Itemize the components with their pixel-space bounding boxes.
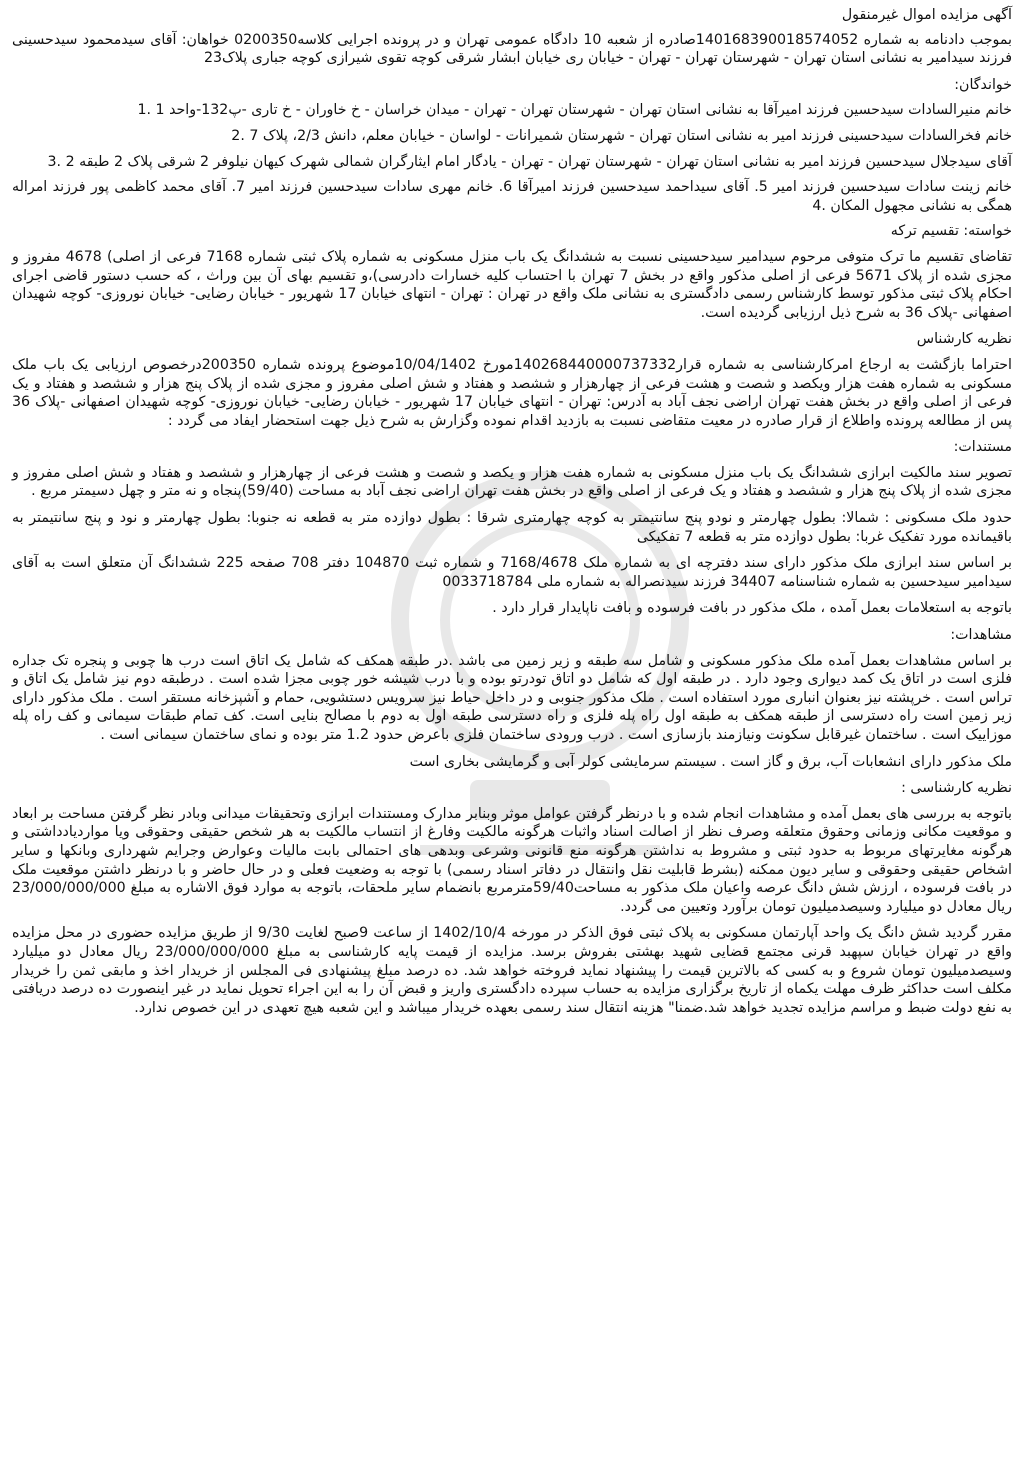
defendant-item: خانم زینت سادات سیدحسین فرزند امیر 5. آقای سیداحمد سیدحسین فرزند امیرآقا 6. خانم مهری سادات سیدحسین فرزند امیر 7. آقای محمد کاظمی پور فرزند امراله همگی به نشانی مجهول المکان .4 [12, 179, 1013, 214]
defendant-item: خانم منیرالسادات سیدحسین فرزند امیرآقا به نشانی استان تهران - شهرستان تهران - تهران - میدان خراسان - خ خاوران - خ تاری -پ132-واحد 1 .1 [137, 102, 1012, 119]
document-title: آگهی مزایده اموال غیرمنقول [841, 7, 1012, 23]
defendant-item: آقای سیدجلال سیدحسین فرزند امیر به نشانی استان تهران - شهرستان تهران - تهران - یادگار امام ایثارگران شمالی شهرک کیهان نیلوفر 2 شرقی پلاک 2 طبقه 2 .3 [47, 153, 1012, 170]
request-heading: خواسته: تقسیم ترکه [890, 223, 1012, 240]
observations-heading: مشاهدات: [950, 627, 1012, 644]
inquiry-paragraph: باتوجه به استعلامات بعمل آمده ، ملک مذکور در بافت فرسوده و بافت ناپایدار قرار دارد . [492, 600, 1012, 617]
utilities-paragraph: ملک مذکور دارای انشعابات آب، برق و گاز است . سیستم سرمایشی کولر آبی و گرمایشی بخاری است [409, 753, 1012, 770]
expert-heading: نظریه کارشناس [916, 331, 1012, 348]
deed-paragraph: بر اساس سند ابرازی ملک مذکور دارای سند دفترچه ای به شماره ملک 7168/4678 و شماره ثبت 104870 دفتر 708 صفحه 225 ششدانگ آن متعلق است به آقای سیدامیر سیدحسین به شماره شناسنامه 34407 فرزند سیدنصراله به شماره ملی 0033718784 [12, 555, 1013, 590]
intro-paragraph: بموجب دادنامه به شماره 140168390018574052صادره از شعبه 10 دادگاه عمومی تهران و در پرونده اجرایی کلاسه0200350 خواهان: آقای سیدمحمود سیدحسینی فرزند سیدامیر به نشانی استان تهران - شهرستان تهران - تهران - خیابان ری خیابان ابشار شرقی کوچه تقوی شیرازی کوچه جباری پلاک23 [12, 31, 1013, 67]
request-paragraph: تقاضای تقسیم ما ترک متوفی مرحوم سیدامیر سیدحسینی نسبت به ششدانگ یک باب منزل مسکونی به شماره پلاک ثبتی شماره 7168 فرعی از اصلی) 4678 مفروز و مجزی شده از پلاک 5671 فرعی از اصلی مذکور واقع در بخش 7 تهران با احتساب کلیه خسارات دادرسی)،و تقسیم بهای آن بین وراث ، که حسب دستور قاضی اجرای احکام پلاک ثبتی مذکور توسط کارشناس رسمی دادگستری به نشانی ملک واقع در تهران : تهران - انتهای خیابان 17 شهریور - خیابان رضایی- خیابان نوروزی- کوچه شهیدان اصفهانی -پلاک 36 به شرح ذیل ارزیابی گردیده است. [12, 248, 1013, 321]
documents-heading: مستندات: [953, 439, 1012, 456]
bounds-paragraph: حدود ملک مسکونی : شمالا: بطول چهارمتر و نودو پنج سانتیمتر به کوچه چهارمتری شرقا : بطول دوازده متر به قطعه نه جنوبا: بطول چهارمتر و نود و پنج سانتیمتر به باقیمانده مورد تفکیک غربا: بطول دوازده متر به قطعه 7 تفکیکی [12, 510, 1012, 545]
observations-paragraph: بر اساس مشاهدات بعمل آمده ملک مذکور مسکونی و شامل سه طبقه و زیر زمین می باشد .در طبقه همکف که شامل یک اتاق است درب ها چوبی و پنجره تک جداره فلزی است در اتاق یک کمد دیواری وجود دارد . در طبقه اول که شامل دو اتاق تودرتو بوده و با درب شیشه خور چوبی مجزا شده است . درطبقه دوم نیز شامل یک اتاق و تراس است . خرپشته نیز بعنوان انباری مورد استفاده است . ملک مذکور جنوبی و در داخل حیاط نیز سرویس دستشویی، حمام و آشپزخانه مستقر است . ملک مذکور دارای زیر زمین است راه دسترسی از طبقه همکف به طبقه اول راه پله فلزی و راه دسترسی طبقه اول به دوم با مصالح بنایی است. کف تمام طبقات سیمانی و کف راه پله موزاییک است . ساختمان غیرقابل سکونت ونیازمند بازسازی است . درب ورودی ساختمان فلزی باعرض حدود 1.2 متر بوده و نمای ساختمان سیمانی است . [12, 652, 1012, 743]
defendants-heading: خواندگان: [954, 76, 1012, 93]
auction-paragraph: مقرر گردید شش دانگ یک واحد آپارتمان مسکونی به پلاک ثبتی فوق الذکر در مورخه 1402/10/4 از ساعت 9صبح لغایت 9/30 از طریق مزایده حضوری در محل مزایده واقع در تهران خیابان سپهبد قرنی مجتمع قضایی شهید بهشتی بفروش برسد. مزایده از قیمت پایه کارشناسی به مبلغ 23/000/000/000 ریال معادل دو میلیارد وسیصدمیلیون تومان شروع و به کسی که بالاترین قیمت را پیشنهاد نماید فروخته خواهد شد. ده درصد مبلغ پیشنهادی فی المجلس از خریدار اخذ و مابقی ثمن را خریدار مکلف است حداکثر ظرف مهلت یکماه از تاریخ برگزاری مزایده به حساب سپرده دادگستری واریز و قبض آن را به این اجراء تحویل نماید در غیر اینصورت ده درصد دریافتی به نفع دولت ضبط و مراسم مزایده تجدید خواهد شد.ضمنا" هزینه انتقال سند رسمی بعهده خریدار میباشد و این شعبه هیچ تعهدی در این خصوص ندارد. [12, 925, 1013, 1016]
documents-paragraph: تصویر سند مالکیت ابرازی ششدانگ یک باب منزل مسکونی به شماره هفت هزار و یکصد و شصت و هشت فرعی از چهارهزار و ششصد و هفتاد و شش اصلی مفروز و مجزی شده از پلاک پنج هزار و ششصد و هفتاد و یک فرعی از اصلی واقع در بخش هفت تهران اراضی نجف آباد به مساحت (59/40)پنجاه و نه متر و چهل دسیمتر مربع . [12, 464, 1012, 500]
opinion-paragraph: باتوجه به بررسی های بعمل آمده و مشاهدات انجام شده و با درنظر گرفتن عوامل موثر وبنابر مدارک ومستندات ابرازی وتحقیقات میدانی وبادر نظر گرفتن مساحت بر ابعاد و موقعیت مکانی وزمانی وحقوق متعلقه وصرف نظر از اصالت اسناد واثبات هرگونه مالکیت وفارغ از انتساب مالکیت به هر شخص حقیقی وحقوقی ویا مواردیادداشتی و هرگونه مغایرتهای مربوط به حدود ثبتی و مشروط به نداشتن هرگونه منع قانونی وشرعی وبدهی های احتمالی بابت مالیات وعوارض وجرایم شهرداری وبانکها و سایر اشخاص حقیقی وحقوقی و سایر دیون ممکنه (بشرط قابلیت نقل وانتقال در دفاتر اسناد رسمی) با توجه به وضعیت فعلی و در حال حاضر و با درنظر داشتن موقعیت ملک در بافت فرسوده ، ارزش شش دانگ عرصه واعیان ملک مذکور به مساحت59/40مترمربع بانضمام سایر ملحقات، باتوجه به موارد فوق الاشاره به مبلغ 23/000/000/000 ریال معادل دو میلیارد وسیصدمیلیون تومان برآورد وتعیین می گردد. [12, 805, 1013, 915]
opinion-heading: نظریه کارشناسی : [901, 780, 1012, 797]
expert-paragraph: احتراما بازگشت به ارجاع امرکارشناسی به شماره قرار140268440000737332مورخ 10/04/1402موضوع پرونده شماره 200350درخصوص ارزیابی یک باب ملک مسکونی به شماره هفت هزار ویکصد و شصت و هشت فرعی از چهارهزار و ششصد و هفتاد و شش اصلی مفروز و مجزی شده از پلاک پنج هزار و ششصد و هفتاد و یک فرعی از اصلی واقع در بخش هفت تهران اراضی نجف آباد به آدرس: تهران - انتهای خیابان 17 شهریور - خیابان رضایی- خیابان نوروزی- کوچه شهیدان اصفهانی -پلاک 36 پس از مطالعه پرونده واطلاع از قرار صادره در معیت متقاضی نسبت به بازدید اقدام نموده وگزارش به شرح ذیل جهت استحضار ایفاد می گردد : [12, 356, 1013, 429]
defendant-item: خانم فخرالسادات سیدحسینی فرزند امیر به نشانی استان تهران - شهرستان شمیرانات - لواسان - خیابان معلم، دانش 2/3، پلاک 7 .2 [231, 127, 1012, 144]
